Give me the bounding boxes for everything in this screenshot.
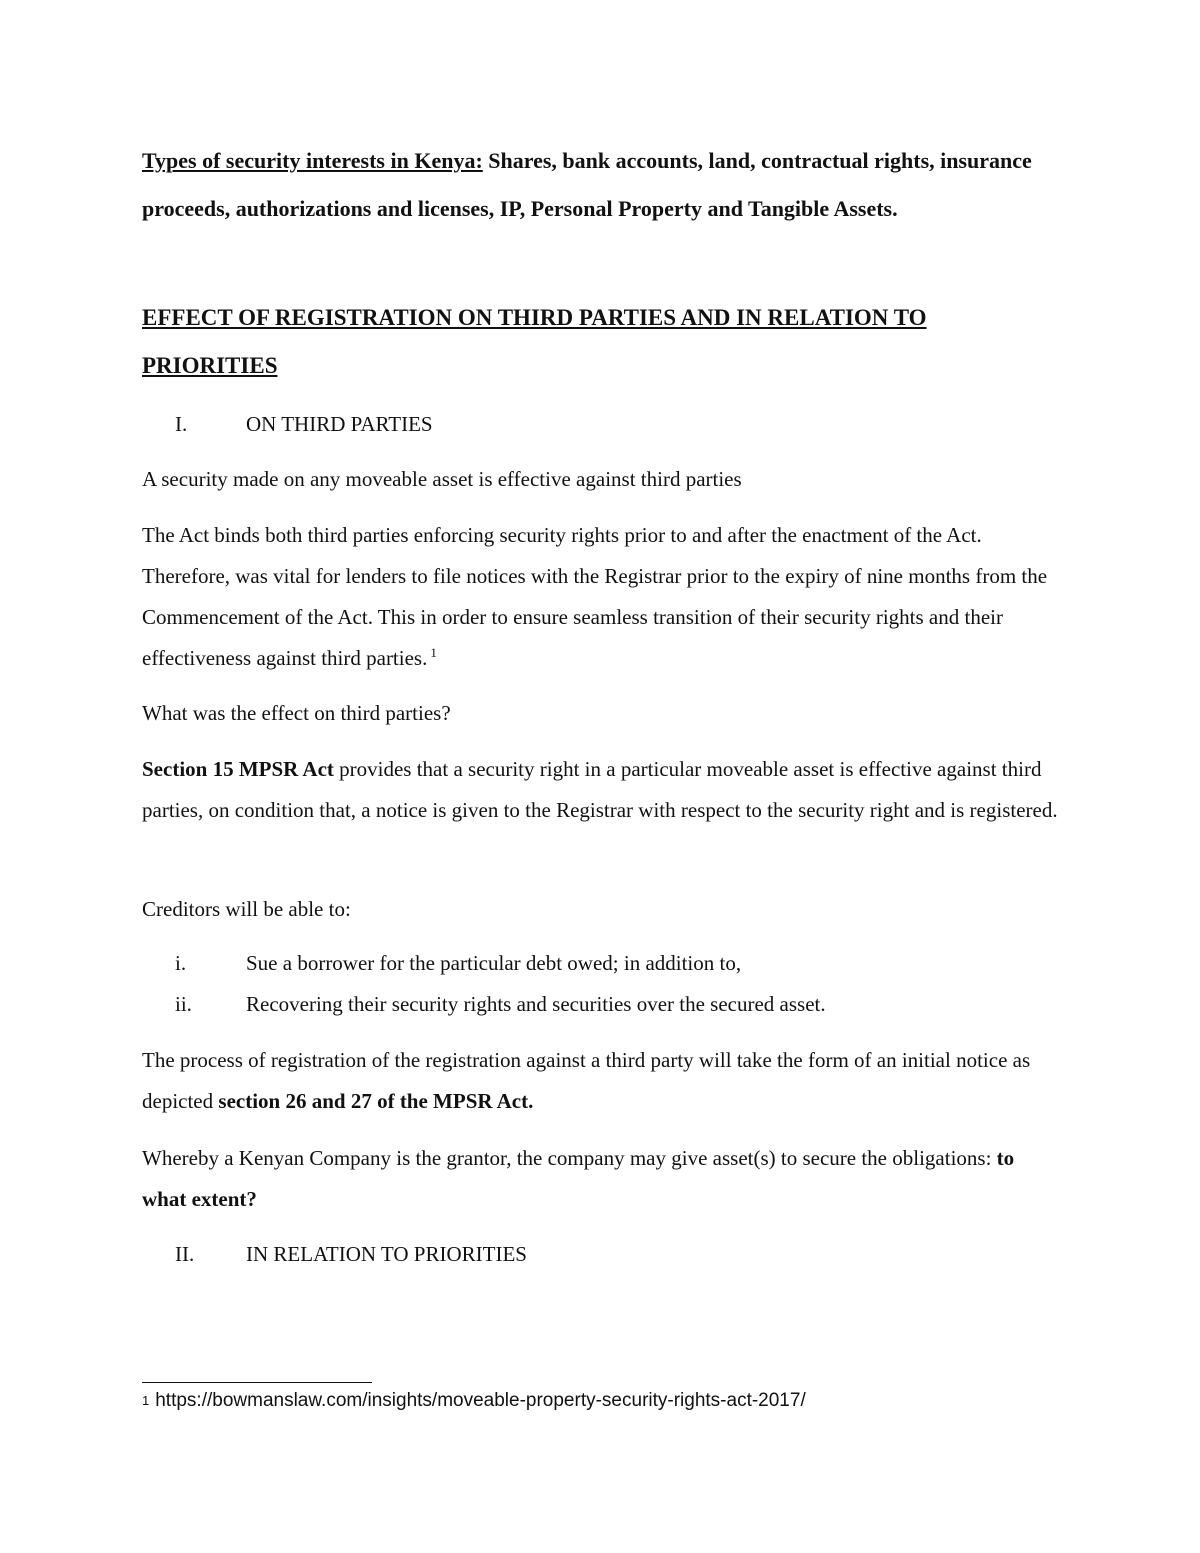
intro-paragraph [142,137,1062,233]
paragraph-6 [142,1040,1062,1122]
paragraph-4 [142,749,1062,831]
paragraph-4-text: provides that a security right in a particular moveable asset is effective against third parties, on condition that, a notice is given to the Registrar with respect to the security right and is registered. [142,757,1058,822]
footnote-link[interactable]: https://bowmanslaw.com/insights/moveable-property-security-rights-act-2017/ [155,1390,806,1411]
intro-label: Types of security interests in Kenya: [142,148,483,173]
section-2-title: IN RELATION TO PRIORITIES [246,1242,527,1266]
footnote-mark: 1 [142,1393,150,1408]
list-item-text: Sue a borrower for the particular debt owed; in addition to, [246,951,742,975]
section-2-marker: II. [175,1242,195,1266]
paragraph-6-bold: section 26 and 27 of the MPSR Act. [218,1089,534,1113]
section-1-marker: I. [175,412,188,436]
footnote-reference[interactable]: 1 [430,645,437,660]
section-1-title: ON THIRD PARTIES [246,412,433,436]
paragraph-5: Creditors will be able to: [142,897,351,921]
paragraph-7-text: Whereby a Kenyan Company is the grantor, the company may give asset(s) to secure the obligations: [142,1146,997,1170]
paragraph-7 [142,1138,1062,1220]
paragraph-1: A security made on any moveable asset is effective against third parties [142,467,742,491]
paragraph-3: What was the effect on third parties? [142,701,451,725]
paragraph-2-text: The Act binds both third parties enforcing security rights prior to and after the enactment of the Act. Therefore, was vital for lenders to file notices with the Registrar prior to the expiry of nine months from the Commencement of the Act. This in order to ensure seamless transition of their security rights and their effectiveness against third parties. [142,523,1048,670]
list-item-marker: ii. [175,992,192,1016]
section-heading: EFFECT OF REGISTRATION ON THIRD PARTIES AND IN RELATION TO PRIORITIES [142,305,927,378]
paragraph-6-text: The process of registration of the registration against a third party will take the form of an initial notice as depicted [142,1048,1031,1113]
paragraph-4-bold: Section 15 MPSR Act [142,757,334,781]
paragraph-2 [142,515,1062,679]
list-item-marker: i. [175,951,187,975]
footnote-separator [142,1382,372,1383]
paragraph-7-bold: to what extent? [142,1146,1015,1211]
footnote [142,1386,806,1416]
intro-text: Shares, bank accounts, land, contractual rights, insurance proceeds, authorizations and licenses, IP, Personal Property and Tangible Assets. [142,148,1032,221]
list-item-text: Recovering their security rights and securities over the secured asset. [246,992,826,1016]
